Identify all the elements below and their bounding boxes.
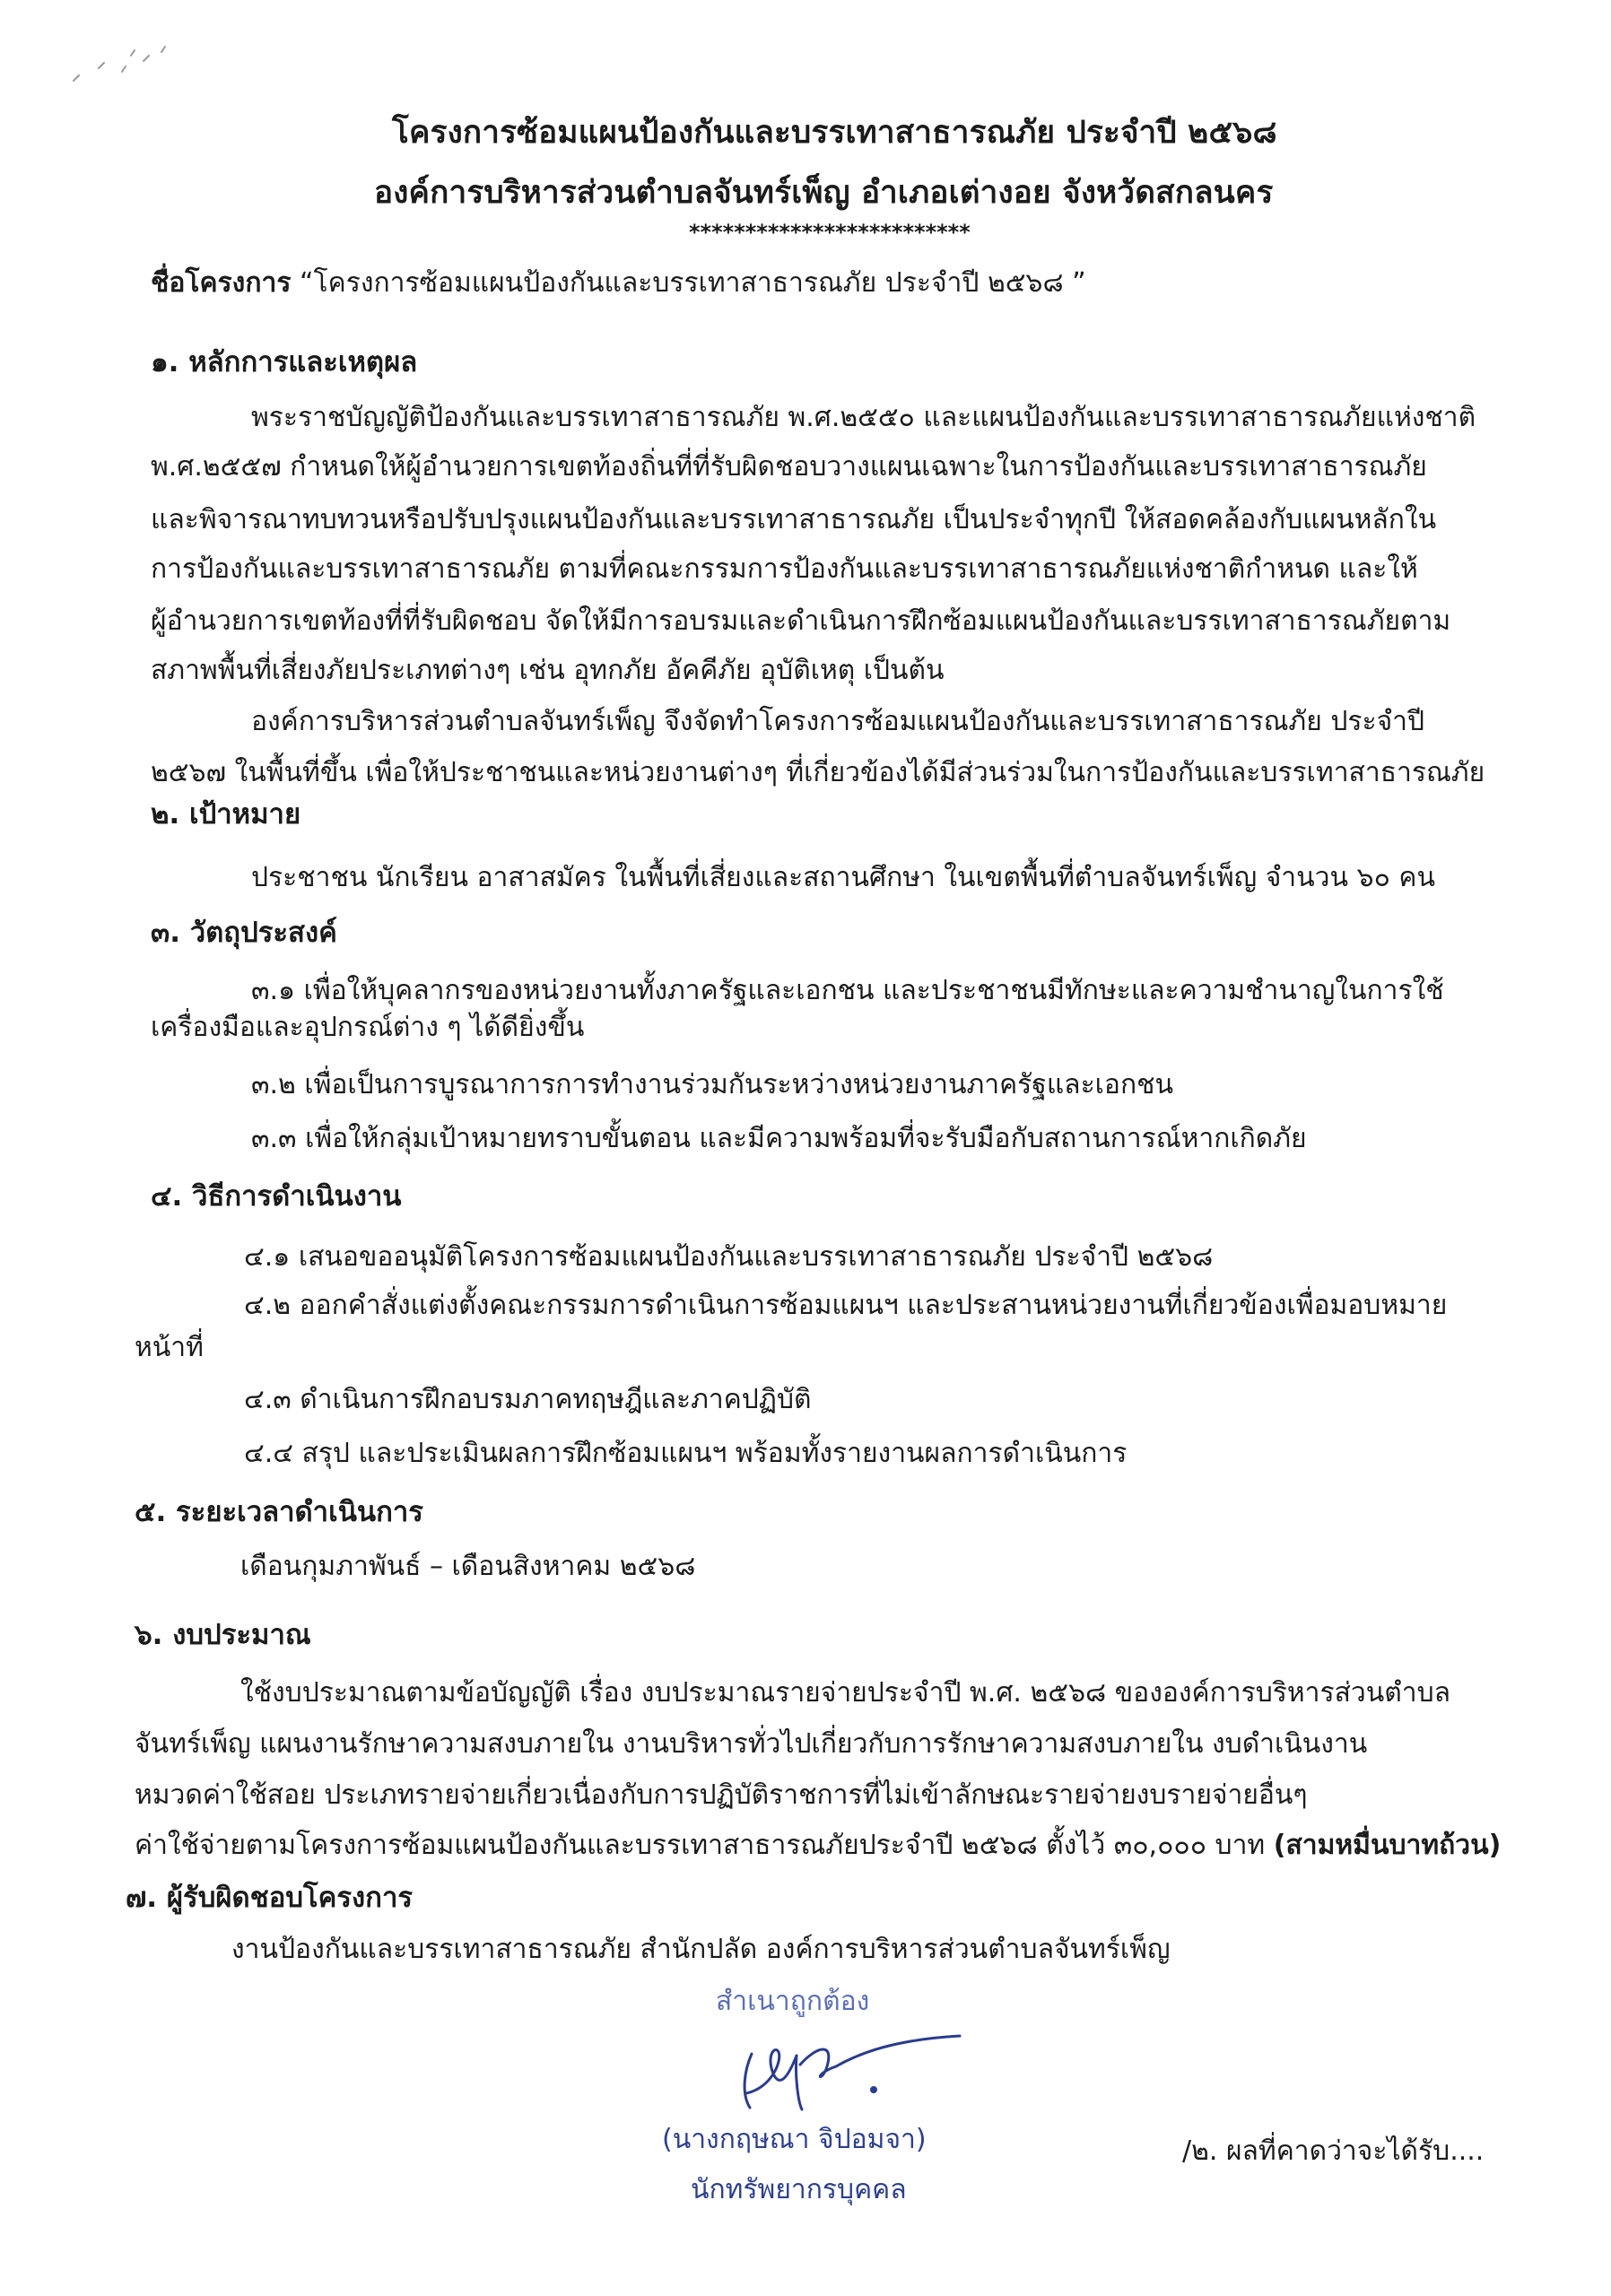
section-heading-2: ๒. เป้าหมาย bbox=[151, 798, 301, 831]
section3-line: ๓.๒ เพื่อเป็นการบูรณาการการทำงานร่วมกันระหว่างหน่วยงานภาครัฐและเอกชน bbox=[251, 1069, 1173, 1100]
certified-copy-stamp: สำเนาถูกต้อง bbox=[716, 1986, 870, 2017]
section6-line: หมวดค่าใช้สอย ประเภทรายจ่ายเกี่ยวเนื่องกับการปฏิบัติราชการที่ไม่เข้าลักษณะรายจ่ายงบรายจ่ายอื่นๆ bbox=[135, 1779, 1308, 1811]
section4-line: หน้าที่ bbox=[135, 1332, 204, 1363]
section-heading-3: ๓. วัตถุประสงค์ bbox=[151, 917, 337, 949]
section2-line: ประชาชน นักเรียน อาสาสมัคร ในพื้นที่เสี่ยงและสถานศึกษา ในเขตพื้นที่ตำบลจันทร์เพ็ญ จำนวน ๖๐ คน bbox=[251, 862, 1435, 893]
section4-line: ๔.๑ เสนอขออนุมัติโครงการซ้อมแผนป้องกันและบรรเทาสาธารณภัย ประจำปี ๒๕๖๘ bbox=[244, 1241, 1214, 1273]
page-continuation: /๒. ผลที่คาดว่าจะได้รับ.... bbox=[1182, 2135, 1485, 2167]
section7-line: งานป้องกันและบรรเทาสาธารณภัย สำนักปลัด องค์การบริหารส่วนตำบลจันทร์เพ็ญ bbox=[231, 1934, 1171, 1965]
section5-line: เดือนกุมภาพันธ์ – เดือนสิงหาคม ๒๕๖๘ bbox=[240, 1551, 696, 1582]
signer-name: (นางกฤษณา จิปอมจา) bbox=[662, 2124, 927, 2155]
project-name-value: “โครงการซ้อมแผนป้องกันและบรรเทาสาธารณภัย ประจำปี ๒๕๖๘ ” bbox=[291, 267, 1086, 299]
section1-line: พ.ศ.๒๕๕๗ กำหนดให้ผู้อำนวยการเขตท้องถิ่นที่ที่รับผิดชอบวางแผนเฉพาะในการป้องกันและบรรเทาสาธารณภัย bbox=[151, 451, 1427, 483]
section1-line: องค์การบริหารส่วนตำบลจันทร์เพ็ญ จึงจัดทำโครงการซ้อมแผนป้องกันและบรรเทาสาธารณภัย ประจำปี bbox=[251, 706, 1425, 737]
section4-line: ๔.๒ ออกคำสั่งแต่งตั้งคณะกรรมการดำเนินการซ้อมแผนฯ และประสานหน่วยงานที่เกี่ยวข้องเพื่อมอบหมาย bbox=[244, 1290, 1448, 1321]
document-title-line2: องค์การบริหารส่วนตำบลจันทร์เพ็ญ อำเภอเต่างอย จังหวัดสกลนคร bbox=[374, 175, 1274, 211]
document-title-line1: โครงการซ้อมแผนป้องกันและบรรเทาสาธารณภัย ประจำปี ๒๕๖๘ bbox=[392, 115, 1277, 151]
section4-line: ๔.๔ สรุป และประเมินผลการฝึกซ้อมแผนฯ พร้อมทั้งรายงานผลการดำเนินการ bbox=[244, 1438, 1128, 1469]
project-name bbox=[151, 265, 1086, 301]
section-heading-5: ๕. ระยะเวลาดำเนินการ bbox=[135, 1496, 423, 1528]
section3-line: ๓.๑ เพื่อให้บุคลากรของหน่วยงานทั้งภาครัฐและเอกชน และประชาชนมีทักษะและความชำนาญในการใช้ bbox=[251, 975, 1444, 1006]
budget-amount-words: (สามหมื่นบาทถ้วน) bbox=[1273, 1830, 1502, 1861]
section6-line: จันทร์เพ็ญ แผนงานรักษาความสงบภายใน งานบริหารทั่วไปเกี่ยวกับการรักษาความสงบภายใน งบดำเนินงาน bbox=[135, 1728, 1368, 1760]
budget-amount-line: ค่าใช้จ่ายตามโครงการซ้อมแผนป้องกันและบรรเทาสาธารณภัยประจำปี ๒๕๖๘ ตั้งไว้ ๓๐,๐๐๐ บาท bbox=[135, 1830, 1266, 1861]
section1-line: การป้องกันและบรรเทาสาธารณภัย ตามที่คณะกรรมการป้องกันและบรรเทาสาธารณภัยแห่งชาติกำหนด และให้ bbox=[151, 553, 1418, 585]
section1-line: ๒๕๖๗ ในพื้นที่ขึ้น เพื่อให้ประชาชนและหน่วยงานต่างๆ ที่เกี่ยวข้องได้มีส่วนร่วมในการป้องกันและบรรเทาสาธารณภัย bbox=[151, 757, 1485, 788]
section6-line bbox=[135, 1824, 1501, 1866]
section-heading-1: ๑. หลักการและเหตุผล bbox=[151, 346, 418, 378]
section1-line: และพิจารณาทบทวนหรือปรับปรุงแผนป้องกันและบรรเทาสาธารณภัย เป็นประจำทุกปี ให้สอดคล้องกับแผนหลักใน bbox=[151, 504, 1437, 535]
section1-line: ผู้อำนวยการเขตท้องที่ที่รับผิดชอบ จัดให้มีการอบรมและดำเนินการฝึกซ้อมแผนป้องกันและบรรเทาสาธารณภัยตาม bbox=[151, 605, 1451, 637]
project-name-label: ชื่อโครงการ bbox=[151, 267, 292, 299]
section3-line: เครื่องมือและอุปกรณ์ต่าง ๆ ได้ดียิ่งขึ้น bbox=[151, 1012, 585, 1043]
section1-line: พระราชบัญญัติป้องกันและบรรเทาสาธารณภัย พ.ศ.๒๕๕๐ และแผนป้องกันและบรรเทาสาธารณภัยแห่งชาติ bbox=[251, 402, 1476, 433]
section-heading-4: ๔. วิธีการดำเนินงาน bbox=[151, 1180, 402, 1213]
section1-line: สภาพพื้นที่เสี่ยงภัยประเภทต่างๆ เช่น อุทกภัย อัคคีภัย อุบัติเหตุ เป็นต้น bbox=[151, 655, 945, 686]
title-separator: ************************* bbox=[689, 220, 971, 245]
handwritten-signature-icon bbox=[718, 2020, 969, 2118]
scan-artifact-icon bbox=[63, 36, 179, 90]
section6-line: ใช้งบประมาณตามข้อบัญญัติ เรื่อง งบประมาณรายจ่ายประจำปี พ.ศ. ๒๕๖๘ ขององค์การบริหารส่วนตำบล bbox=[240, 1677, 1451, 1709]
section3-line: ๓.๓ เพื่อให้กลุ่มเป้าหมายทราบขั้นตอน และมีความพร้อมที่จะรับมือกับสถานการณ์หากเกิดภัย bbox=[251, 1123, 1307, 1154]
section-heading-7: ๗. ผู้รับผิดชอบโครงการ bbox=[126, 1882, 414, 1914]
section4-line: ๔.๓ ดำเนินการฝึกอบรมภาคทฤษฎีและภาคปฏิบัติ bbox=[244, 1384, 812, 1415]
signer-position: นักทรัพยากรบุคคล bbox=[691, 2174, 907, 2205]
section-heading-6: ๖. งบประมาณ bbox=[135, 1619, 311, 1651]
